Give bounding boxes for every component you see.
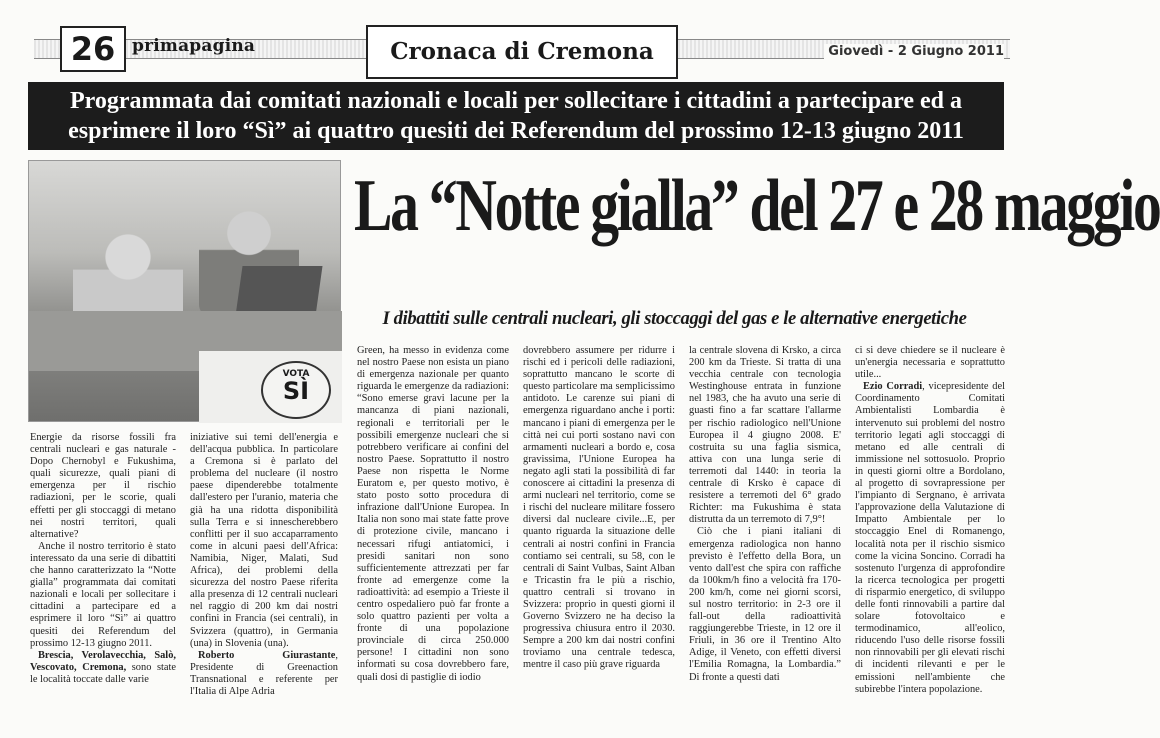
article-photo: [28, 160, 341, 422]
places-bold: Brescia, Verolavecchia, Salò, Vescovato, Cremona,: [30, 649, 176, 673]
photo-laptop: [235, 266, 322, 316]
speaker-name: Roberto Giurastante: [198, 649, 336, 661]
body-column-5: [689, 345, 841, 683]
top-banner: [28, 82, 1004, 150]
paragraph: iniziative sui temi dell'energia e dell'acqua pubblica. In particolare a Cremona si è parlato del problema del nucleare (il nostro paese dipenderebbe totalmente dall'estero per l'uranio, materia che già ha una ridotta disponibilità sulla Terra e si innescherebbero conflitti per il suo accaparramento come in alcuni paesi dell'Africa: Namibia, Niger, Malati, Sud Africa), dei problemi della sicurezza del nostro Paese riferita alla presenza di 12 centrali nucleari nel raggio di 200 km dai nostri confini in Francia (sei centrali), in Svizzera (quattro), in Germania (una) in Slovenia (una).: [190, 432, 338, 649]
paragraph: [190, 650, 338, 698]
article-headline: La “Notte gialla” del 27 e 28 maggio: [354, 165, 1160, 247]
paragraph: Anche il nostro territorio è stato interessato da una serie di dibattiti che hanno caratterizzato la “Notte gialla” programmata dai comitati nazionali e locali per sollecitare i cittadini a partecipare ed a esprimere il loro “Sì” ai quattro quesiti dei Referendum del prossimo 12-13 giugno 2011.: [30, 540, 176, 649]
banner-line-1: Programmata dai comitati nazionali e locali per sollecitare i cittadini a partecipare ed a: [69, 88, 963, 114]
banner-line-2: esprimere il loro “Sì” ai quattro quesiti dei Referendum del prossimo 12-13 giugno 2011: [68, 118, 964, 144]
body-column-4: [523, 345, 675, 680]
si-text: SÌ: [282, 377, 310, 405]
body-column-3: [357, 345, 509, 683]
paragraph: la centrale slovena di Krsko, a circa 200 km da Trieste. Si tratta di una vecchia centrale con tecnologia Westinghouse entrata in funzione nel 1983, che ha avuto una serie di guasti fino a far scattare l'allarme per rischio radiologico nell'Unione Europea il 4 giugno 2008. E' costruita su una faglia sismica, attiva con una lunga serie di terremoti dal 1440: in teoria la centrale di Krsko è capace di resistere a terremoti del 6° grado Richter: ma Fukushima è stata distrutta da un terremoto di 7,9°!: [689, 345, 841, 526]
paragraph: Ciò che i piani italiani di emergenza radiologica non hanno previsto è l'effetto della Bora, un vento dall'est che spira con raffiche da 100km/h fino a velocità fra 170-200 km/h, come nei giorni scorsi, sul nostro territorio: in 2-3 ore il fall-out della radioattività raggiungerebbe Trieste, in 12 ore il Friuli, in 36 ore il Trentino Alto Adige, il Veneto, con effetti diversi l'Emilia Romagna, la Lombardia.” Di fronte a questi dati: [689, 526, 841, 683]
page-number: 26: [60, 26, 126, 72]
brand-name: primapagina: [132, 36, 256, 56]
paragraph: Green, ha messo in evidenza come nel nostro Paese non esista un piano di emergenza nazionale per quanto riguarda le emergenze da radiazioni: “Sono emerse gravi lacune per la mancanza di piani nazionali, regionali e territoriali per le possibili emergenze nucleari che si potrebbero verificare ai confini del nostro Paese. Soprattutto il nostro Paese non rispetta le Norme Euratom e, per questo motivo, è stato posto sotto procedura di infrazione dall'Unione Europea. In Italia non sono mai state fatte prove di protezione civile, mancano i necessari rifugi antiatomici, i presidi sanitari non sono sufficientemente attrezzati per far fronte ad emergenze come la radioattività: ad esempio a Trieste il centro ospedaliero può far fronte a solo quattro pazienti per volta a fronte di una popolazione provinciale di circa 250.000 persone! I cittadini non sono informati su cosa dovrebbero fare, quali dosi di pastiglie di iodio: [357, 345, 509, 683]
paragraph-tail: , vicepresidente del Coordinamento Comitati Ambientalisti Lombardia è intervenuto sui problemi del nostro territorio legati agli stoccaggi di metano ed alle centrali di immissione nel sottosuolo. Proprio in questi giorni oltre a Bordolano, al progetto di sovrapressione per l'impianto di Sergnano, è arrivata l'approvazione della Valutazione di Impatto Ambientale per lo stoccaggio Enel di Romanengo, località nota per il rischio sismico come la vicina Soncino. Corradi ha sostenuto l'urgenza di approfondire la ricerca tecnologica per progetti di risparmio energetico, di sviluppo delle fonti rinnovabili a partire dal solare fotovoltaico e termodinamico, all'eolico, riducendo l'uso delle risorse fossili non rinnovabili per gli elevati rischi di incidenti rilevanti e per le emissioni nell'ambiente che subirebbe l'intera popolazione.: [855, 381, 1005, 695]
speaker-name: Ezio Corradi: [863, 381, 923, 393]
paragraph-tail: , Presidente di Greenaction Transnational e referente per l'Italia di Alpe Adria: [190, 649, 338, 697]
vota-text: VOTA: [282, 369, 310, 379]
body-column-2: [190, 432, 338, 697]
body-column-6: [855, 345, 1005, 695]
paragraph: Energie da risorse fossili fra centrali nucleari e gas naturale - Dopo Chernobyl e Fukushima, quali sicurezze, quali piani di emergenza per il rischio radiazioni, per le scorie, quali effetti per gli stoccaggi di metano nei nostri territori, quali alternative?: [30, 432, 176, 540]
paragraph: [30, 650, 176, 686]
article-subhead: I dibattiti sulle centrali nucleari, gli stoccaggi del gas e le alternative energetiche: [382, 308, 967, 329]
issue-date: Giovedì - 2 Giugno 2011: [824, 44, 1004, 59]
paragraph-tail: sono state le località toccate dalle varie: [30, 661, 176, 685]
paragraph: [855, 381, 1005, 695]
body-column-1: [30, 432, 176, 685]
paragraph: ci si deve chiedere se il nucleare è un'energia necessaria e soprattutto utile...: [855, 345, 1005, 381]
section-title: Cronaca di Cremona: [366, 25, 678, 79]
paragraph: dovrebbero assumere per ridurre i rischi ed i pericoli delle radiazioni, soprattutto mancano le scorte di questo particolare ma semplicissimo antidoto. Le carenze sui piani di emergenza riguardano anche i porti: mancano i piani di emergenza per le città nei cui porti sostano navi con armamenti nucleari a bordo e, cosa gravissima, l'Unione Europea ha negato agli stati la possibilità di far conoscere ai cittadini la presenza di armi nucleari nel territorio, come se i rischi del nucleare militare fossero diversi dal nucleare civile...E, per quanto riguarda la situazione delle centrali ai nostri confini in Francia contiamo sei centrali, su 58, con le centrali di Saint Vulbas, Saint Alban e Tricastin fra le più a rischio, quattro centrali si trovano in Svizzera: proprio in questi giorni il Governo Svizzero ne ha deciso la progressiva chiusura entro il 2030. Sempre a 200 km dai nostri confini troviamo una centrale tedesca, mentre il caso più grave riguarda: [523, 345, 675, 671]
vota-si-logo: [261, 361, 331, 419]
